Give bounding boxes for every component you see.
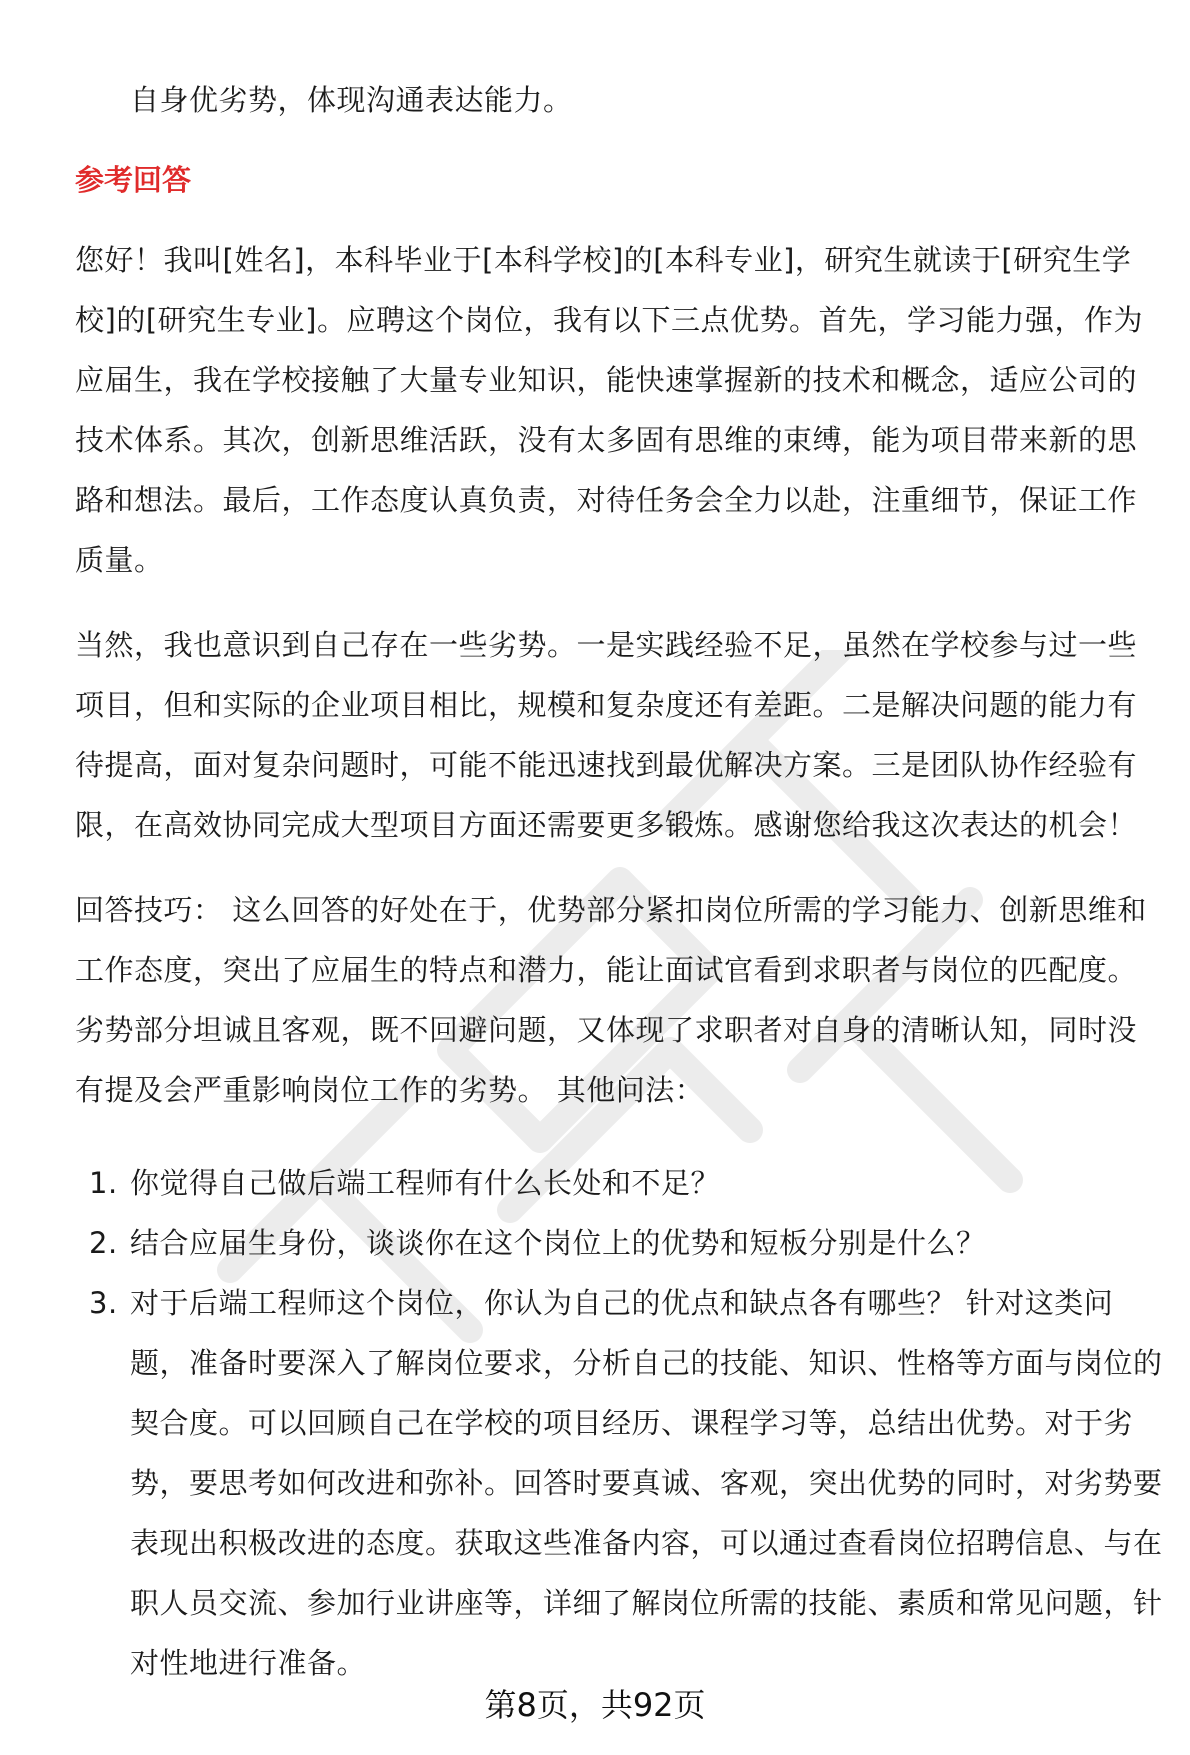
answer-paragraph-strengths: 您好！我叫[姓名]，本科毕业于[本科学校]的[本科专业]，研究生就读于[研究生学校]的[研究生专业]。应聘这个岗位，我有以下三点优势。首先，学习能力强，作为应届生，我在学校接触了大量专业知识，能快速掌握新的技术和概念，适应公司的技术体系。其次，创新思维活跃，没有太多固有思维的束缚，能为项目带来新的思路和想法。最后，工作态度认真负责，对待任务会全力以赴，注重细节，保证工作质量。 — [75, 243, 1143, 577]
list-item-text: 结合应届生身份，谈谈你在这个岗位上的优势和短板分别是什么？ — [130, 1226, 986, 1260]
list-item-number: 1. — [89, 1166, 118, 1200]
list-item-text: 你觉得自己做后端工程师有什么长处和不足？ — [130, 1166, 721, 1200]
list-item — [75, 1213, 1165, 1273]
list-item-text: 对于后端工程师这个岗位，你认为自己的优点和缺点各有哪些？ 针对这类问题，准备时要深入了解岗位要求，分析自己的技能、知识、性格等方面与岗位的契合度。可以回顾自己在学校的项目经历、课程学习等，总结出优势。对于劣势，要思考如何改进和弥补。回答时要真诚、客观，突出优势的同时，对劣势要表现出积极改进的态度。获取这些准备内容，可以通过查看岗位招聘信息、与在职人员交流、参加行业讲座等，详细了解岗位所需的技能、素质和常见问题，针对性地进行准备。 — [130, 1286, 1163, 1680]
section-title: 参考回答 — [75, 163, 192, 197]
answer-tips-paragraph: 回答技巧： 这么回答的好处在于，优势部分紧扣岗位所需的学习能力、创新思维和工作态度，突出了应届生的特点和潜力，能让面试官看到求职者与岗位的匹配度。劣势部分坦诚且客观，既不回避问题，又体现了求职者对自身的清晰认知，同时没有提及会严重影响岗位工作的劣势。 其他问法： — [75, 893, 1147, 1107]
alternate-questions-list — [75, 1153, 1165, 1693]
list-item — [75, 1153, 1165, 1213]
answer-paragraph-weaknesses: 当然，我也意识到自己存在一些劣势。一是实践经验不足，虽然在学校参与过一些项目，但和实际的企业项目相比，规模和复杂度还有差距。二是解决问题的能力有待提高，面对复杂问题时，可能不能迅速找到最优解决方案。三是团队协作经验有限，在高效协同完成大型项目方面还需要更多锻炼。感谢您给我这次表达的机会！ — [75, 628, 1138, 842]
intro-line: 自身优劣势，体现沟通表达能力。 — [130, 83, 573, 117]
list-item-number: 3. — [89, 1286, 118, 1320]
list-item-number: 2. — [89, 1226, 118, 1260]
page-number-footer: 第8页，共92页 — [484, 1686, 706, 1724]
list-item — [75, 1273, 1165, 1693]
